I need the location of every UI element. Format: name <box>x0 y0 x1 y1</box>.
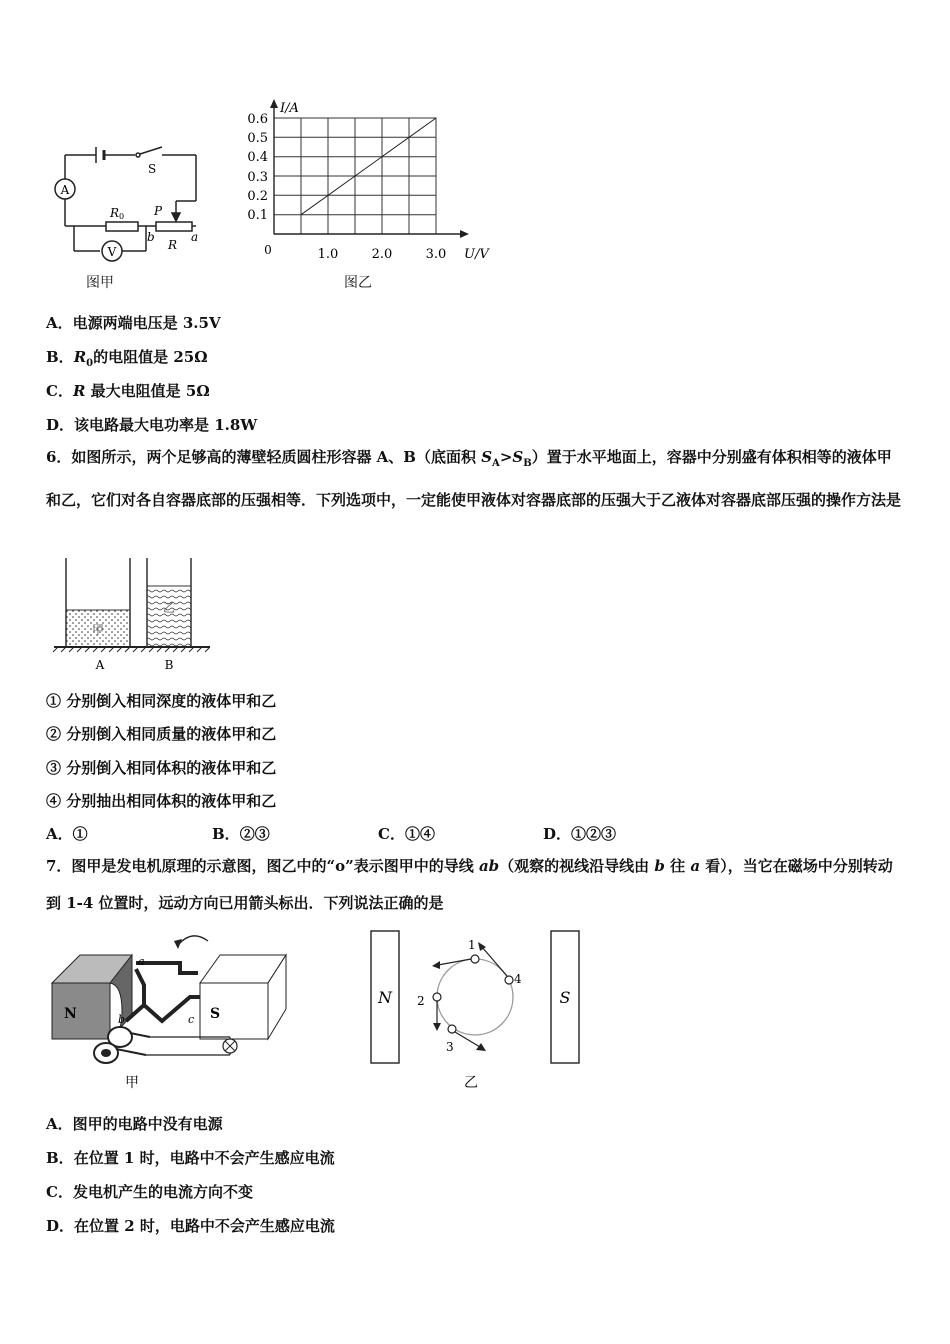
x-tick: 3.0 <box>425 247 447 262</box>
q6-statement-4: ④ 分别抽出相同体积的液体甲和乙 <box>46 792 277 810</box>
containers-figure <box>50 552 215 674</box>
wire-c-label: c <box>188 1013 195 1026</box>
y-tick: 0.1 <box>247 208 268 223</box>
graph-caption: 图乙 <box>344 275 372 291</box>
generator-caption: 甲 <box>125 1075 139 1091</box>
x-axis-label: U/V <box>464 247 489 262</box>
liquid-jia-label: 甲 <box>91 623 105 637</box>
position-2-label: 2 <box>417 994 425 1008</box>
y-tick: 0.3 <box>247 170 268 185</box>
y-tick: 0.2 <box>247 189 268 204</box>
rheostat-r-label: R <box>168 238 178 252</box>
origin-label: 0 <box>264 243 272 257</box>
positions-figure <box>368 925 583 1095</box>
terminal-b-label: b <box>147 230 155 244</box>
q6-option-b: B．②③ <box>212 825 270 843</box>
q6-question: 6．如图所示，两个足够高的薄壁轻质圆柱形容器 A、B（底面积 $S_A>S_B$）置于水平地面上，容器中分别盛有体积相等的液体甲和乙，它们对各自容器底部的压强相等．下列选项中，一定能使甲液体对容器底部的压强大于乙液体对容器底部压强的操作方法是 <box>46 448 902 509</box>
y-axis-label: I/A <box>280 101 299 116</box>
x-tick: 1.0 <box>317 247 339 262</box>
iu-graph <box>238 98 500 266</box>
liquid-yi-label: 乙 <box>162 601 176 615</box>
pole-n-label: N <box>378 988 392 1007</box>
position-4-label: 4 <box>514 972 522 986</box>
q6-statement-1: ① 分别倒入相同深度的液体甲和乙 <box>46 692 277 710</box>
ammeter-label: A <box>60 183 70 197</box>
q7-option-a: A．图甲的电路中没有电源 <box>46 1115 223 1133</box>
q6-option-d: D．①②③ <box>543 825 617 843</box>
q6-statement-3: ③ 分别倒入相同体积的液体甲和乙 <box>46 759 277 777</box>
q5-option-c: C．R 最大电阻值是 5Ω <box>46 382 210 400</box>
switch-label: S <box>148 162 157 176</box>
q6-option-c: C．①④ <box>378 825 435 843</box>
y-tick: 0.4 <box>247 150 268 165</box>
q7-option-b: B．在位置 1 时，电路中不会产生感应电流 <box>46 1149 335 1167</box>
slider-p-label: P <box>154 204 163 218</box>
q7-question: 7．图甲是发电机原理的示意图，图乙中的“o”表示图甲中的导线 ab（观察的视线沿导线由 b 往 a 看），当它在磁场中分别转动到 1-4 位置时，远动方向已用箭头标出．下列说法正确的是 <box>46 857 893 912</box>
q6-statement-2: ② 分别倒入相同质量的液体甲和乙 <box>46 725 277 743</box>
magnet-n-label: N <box>64 1006 77 1022</box>
q5-option-b: B．$R_0$的电阻值是 25Ω <box>46 348 208 369</box>
terminal-a-label: a <box>191 230 199 244</box>
r0-label: R <box>110 206 120 220</box>
wire-a-label: a <box>138 955 145 968</box>
q5-option-a: A．电源两端电压是 3.5V <box>46 314 221 332</box>
container-a-label: A <box>95 658 105 672</box>
y-tick: 0.6 <box>247 112 268 127</box>
q6-option-a: A．① <box>46 825 88 843</box>
positions-caption: 乙 <box>464 1075 478 1091</box>
x-tick: 2.0 <box>371 247 393 262</box>
container-b-label: B <box>164 658 174 672</box>
generator-figure <box>50 925 312 1095</box>
voltmeter-label: V <box>107 245 117 259</box>
position-3-label: 3 <box>446 1040 454 1054</box>
q5-option-d: D．该电路最大电功率是 1.8W <box>46 416 258 434</box>
q7-option-c: C．发电机产生的电流方向不变 <box>46 1183 253 1201</box>
circuit-diagram <box>50 135 210 295</box>
magnet-s-label: S <box>210 1006 221 1022</box>
r0-sub: 0 <box>119 212 125 221</box>
circuit-caption: 图甲 <box>86 275 114 291</box>
pole-s-label: S <box>559 988 571 1007</box>
q7-option-d: D．在位置 2 时，电路中不会产生感应电流 <box>46 1217 335 1235</box>
position-1-label: 1 <box>468 938 476 952</box>
wire-b-label: b <box>118 1013 126 1026</box>
y-tick: 0.5 <box>247 131 268 146</box>
